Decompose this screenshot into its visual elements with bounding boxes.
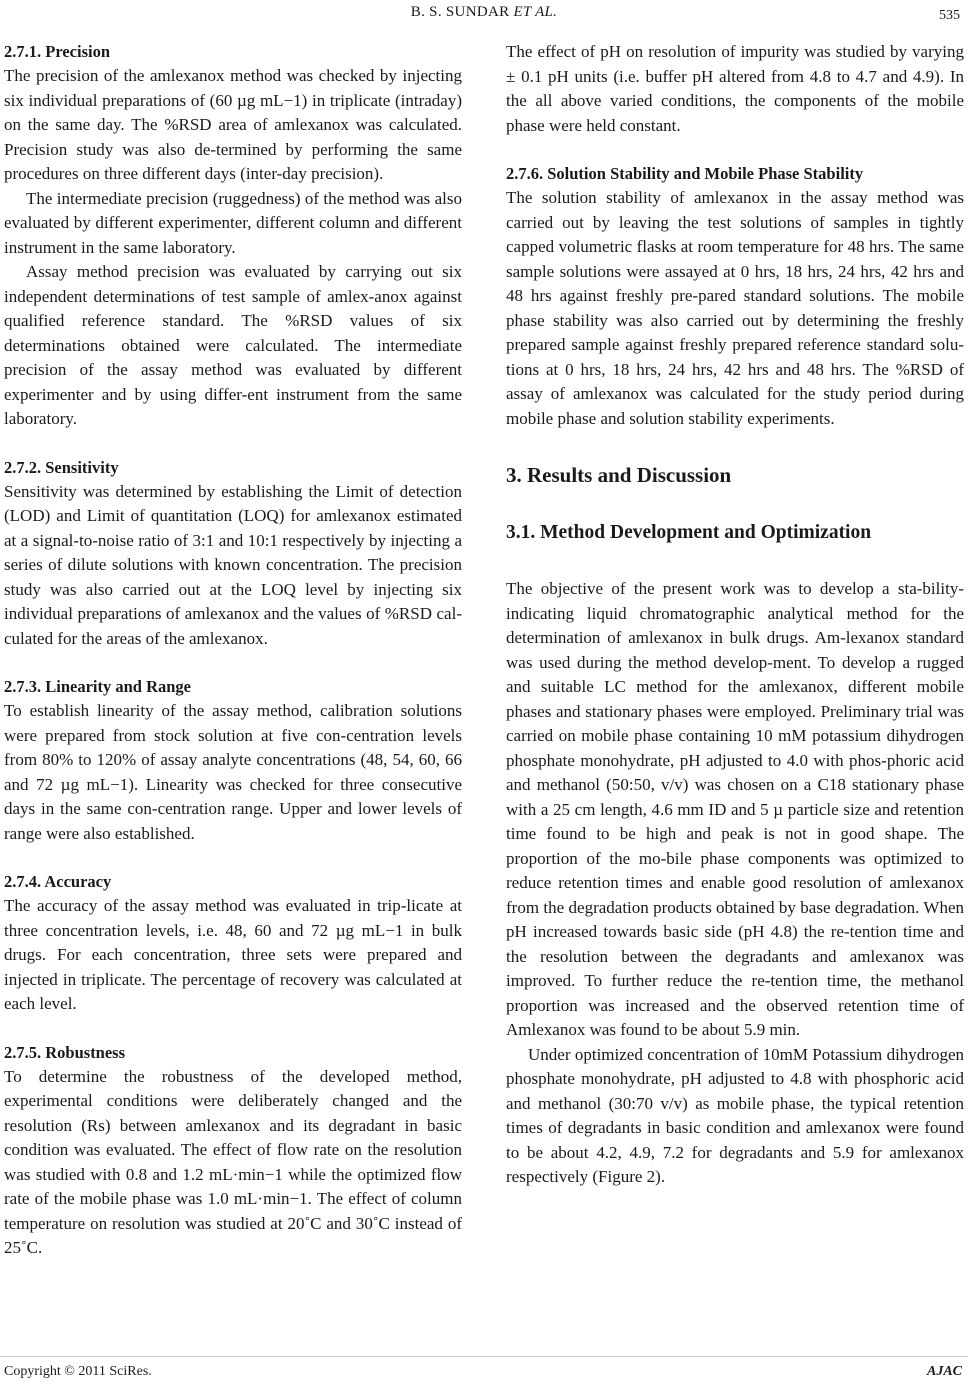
results-heading: 3. Results and Discussion — [506, 463, 732, 487]
left-column — [4, 40, 462, 1261]
running-title-author: B. S. SUNDAR — [410, 4, 510, 20]
accuracy-paragraph: The accuracy of the assay method was evaluated in trip-licate at three concentration levels, i.e. 48, 60 and 72 µg mL−1 in bulk drugs. For each concentration, three sets were prepared and injected in triplicate. The percentage of recovery was calculated at each level. — [4, 896, 462, 1013]
linearity-paragraph: To establish linearity of the assay method, calibration solutions were prepared from stock solution at five con-centration levels from 80% to 120% of assay analyte concentrations (48, 54, 60, 66 and 72 µg mL−1). Linearity was checked for three consecutive days in the same con-centration range. Upper and lower levels of range were also established. — [4, 701, 462, 843]
precision-paragraph-1: The precision of the amlexanox method was checked by injecting six individual preparations of (60 µg mL−1) in triplicate (intraday) on the same day. The %RSD area of amlexanox was calculated. Precision study was also de-termined by performing the same procedures on three different days (inter-day precision). — [4, 66, 462, 183]
running-title — [0, 4, 968, 21]
linearity-heading: 2.7.3. Linearity and Range — [4, 677, 192, 696]
sensitivity-heading: 2.7.2. Sensitivity — [4, 457, 119, 477]
precision-heading: 2.7.1. Precision — [4, 42, 111, 61]
running-title-et-al: ET AL. — [513, 4, 558, 20]
sensitivity-paragraph: Sensitivity was determined by establishing the Limit of detection (LOD) and Limit of quantitation (LOQ) for amlexanox estimated at a signal-to-noise ratio of 3:1 and 10:1 respectively by injecting a series of dilute solutions with known concentration. The precision study was also carried out at the LOQ level by injecting six individual preparations of amlexanox and the values of %RSD cal-culated for the areas of the amlexanox. — [4, 481, 462, 648]
page-header — [0, 4, 968, 26]
footer-divider — [0, 1356, 968, 1357]
results-paragraph-2: Under optimized concentration of 10mM Potassium dihydrogen phosphate monohydrate, pH adjusted to 4.8 with phosphoric acid and methanol (30:70 v/v) as mobile phase, the typical retention times of degradants in basic condition and amlexanox were found to be about 4.2, 4.9, 7.2 for degradants and 5.9 for amlexanox respectively (Figure 2). — [506, 1044, 964, 1186]
stability-paragraph: The solution stability of amlexanox in the assay method was carried out by leaving the test solutions of samples in tightly capped volumetric flasks at room temperature for 48 hrs. The same sample solutions were assayed at 0 hrs, 18 hrs, 24 hrs, 42 hrs and 48 hrs against freshly pre-pared standard solutions. The mobile phase stability was also carried out by determining the freshly prepared sample against freshly prepared reference standard solu-tions at 0 hrs, 18 hrs, 24 hrs, 42 hrs and 48 hrs. The %RSD of assay of amlexanox was calculated for the study period during mobile phase and solution stability experiments. — [506, 188, 964, 428]
precision-paragraph-3: Assay method precision was evaluated by carrying out six independent determinations of test sample of amlex-anox against qualified reference standard. The %RSD values of six determinations obtained were calculated. The intermediate precision of the assay method was evaluated by different experimenter and by using differ-ent instrument from the same laboratory. — [4, 262, 462, 428]
results-paragraph-1: The objective of the present work was to develop a sta-bility-indicating liquid chromatographic analytical method for the determination of amlexanox in bulk drugs. Am-lexanox standard was used during the method develop-ment. To develop a rugged and suitable LC method for the amlexanox, different mobile phases and stationary phases were employed. Preliminary trial was carried on mobile phase containing 10 mM potassium dihydrogen phosphate monohydrate, pH adjusted to 4.0 with phos-phoric acid and methanol (50:50, v/v) was chosen on a C18 stationary phase with a 25 cm length, 4.6 mm ID and 5 µ particle size and retention time found to be high and peak is not in good shape. The proportion of the mo-bile phase components was optimized to reduce retention times and enable good resolution of amlexanox from the degradation products obtained by base degradation. When pH increased towards basic side (pH 4.8) the re-tention time and the resolution between the degradants and amlexanox was improved. To further reduce the re-tention time, the methanol proportion was increased and the observed retention time of Amlexanox was found to be about 5.9 min. — [506, 579, 964, 1039]
page-footer — [0, 1364, 968, 1384]
journal-name: AJAC — [926, 1364, 962, 1379]
right-column — [506, 40, 964, 1190]
robustness-paragraph-2: The effect of pH on resolution of impurity was studied by varying ± 0.1 pH units (i.e. buffer pH altered from 4.8 to 4.7 and 4.9). In the all above varied conditions, the components of the mobile phase were held constant. — [506, 42, 964, 135]
method-development-heading: 3.1. Method Development and Optimization — [506, 522, 872, 543]
robustness-paragraph-1: To determine the robustness of the developed method, experimental conditions were deliberately changed and the resolution (Rs) between amlexanox and its degradant in basic condition was evaluated. The effect of flow rate on the resolution was studied with 0.8 and 1.2 mL·min−1 while the optimized flow rate of the mobile phase was 1.0 mL·min−1. The effect of column temperature on resolution was studied at 20˚C and 30˚C instead of 25˚C. — [4, 1066, 462, 1257]
copyright-notice: Copyright © 2011 SciRes. — [4, 1364, 152, 1379]
stability-heading: 2.7.6. Solution Stability and Mobile Phase Stability — [506, 164, 864, 183]
precision-paragraph-2: The intermediate precision (ruggedness) of the method was also evaluated by different experimenter, different column and different instrument in the same laboratory. — [4, 188, 462, 257]
accuracy-heading: 2.7.4. Accuracy — [4, 872, 112, 891]
page-number: 535 — [939, 8, 960, 23]
robustness-heading: 2.7.5. Robustness — [4, 1042, 126, 1062]
